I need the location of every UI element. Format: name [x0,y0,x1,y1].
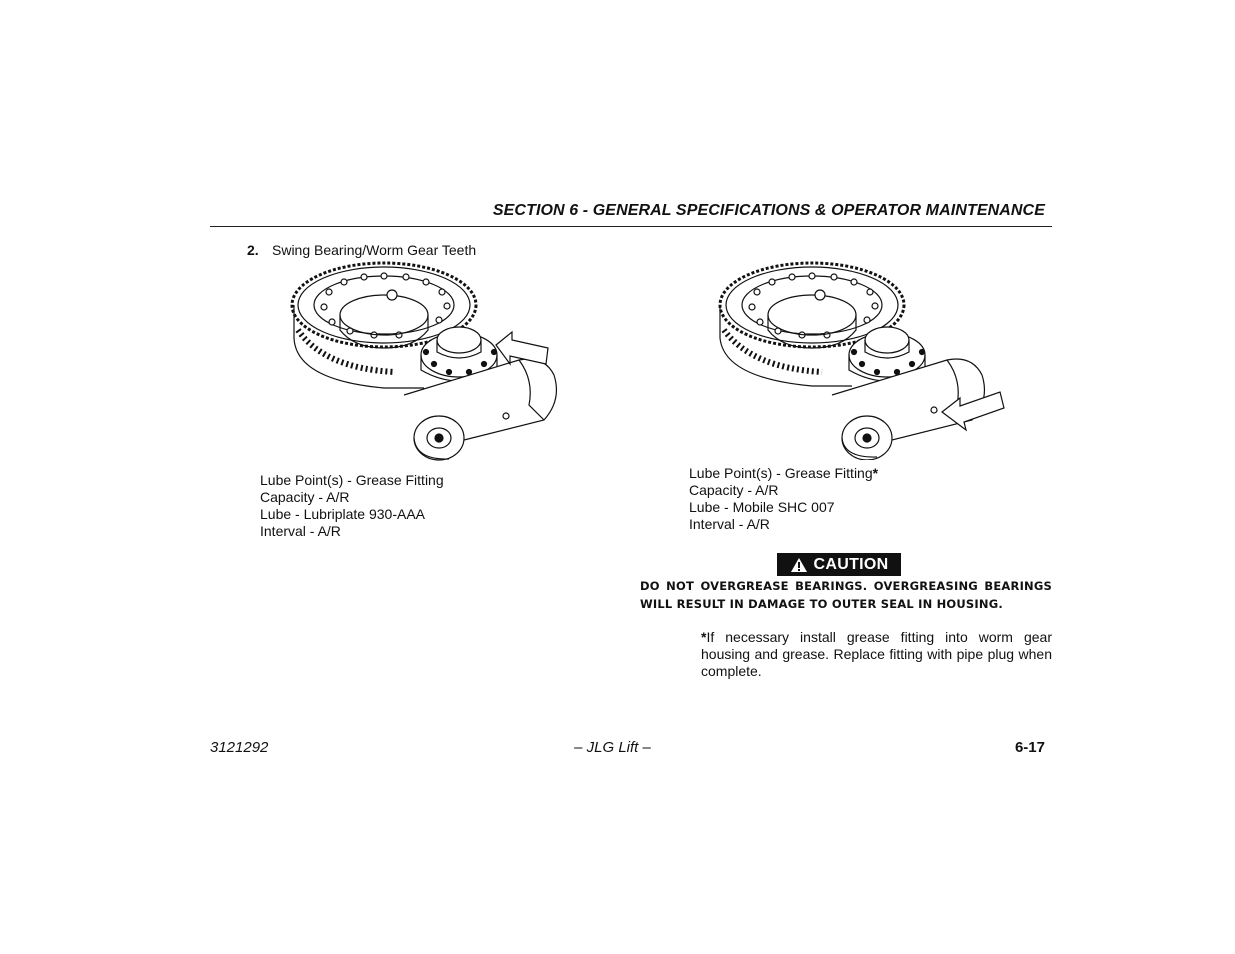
lube-line: Lube - Mobile SHC 007 [689,499,835,515]
footnote-marker: * [701,629,707,645]
footnote-text: If necessary install grease fitting into worm gear housing and grease. Replace fitting with pipe plug when complete. [701,629,1052,679]
swing-bearing-worm-gear-drawing-icon [284,260,584,465]
caution-label: CAUTION [813,555,889,573]
lube-line: Lube - Lubriplate 930-AAA [260,506,425,522]
section-title: SECTION 6 - GENERAL SPECIFICATIONS & OPERATOR MAINTENANCE [492,202,1045,219]
step-heading [247,242,476,258]
step-number: 2. [247,242,259,258]
doc-number: 3121292 [210,739,269,756]
footnote [701,629,1052,680]
interval-line: Interval - A/R [260,523,341,539]
step-title: Swing Bearing/Worm Gear Teeth [272,242,477,258]
page-number: 6-17 [1014,739,1045,756]
swing-bearing-worm-gear-drawing-right [712,250,1012,460]
footnote-marker: * [872,465,879,481]
capacity-line: Capacity - A/R [689,482,779,498]
lube-point-arrow-icon [496,332,548,364]
swing-bearing-worm-gear-drawing-icon [712,250,1012,460]
capacity-line: Capacity - A/R [260,489,350,505]
brand-footer: – JLG Lift – [574,739,651,756]
lube-point-line: Lube Point(s) - Grease Fitting [260,472,444,488]
swing-bearing-worm-gear-drawing-left [284,260,584,465]
lube-point-line [689,465,878,482]
caution-badge [777,553,901,576]
warning-triangle-icon [790,557,808,573]
lube-point-text: Lube Point(s) - Grease Fitting [689,465,873,481]
interval-line: Interval - A/R [689,516,770,532]
lube-spec-right [689,465,878,533]
lube-spec-left [260,472,444,540]
caution-text: DO NOT OVERGREASE BEARINGS. OVERGREASING BEARINGS WILL RESULT IN DAMAGE TO OUTER SEAL IN HOUSING. [640,579,1052,611]
header-rule [210,226,1052,227]
